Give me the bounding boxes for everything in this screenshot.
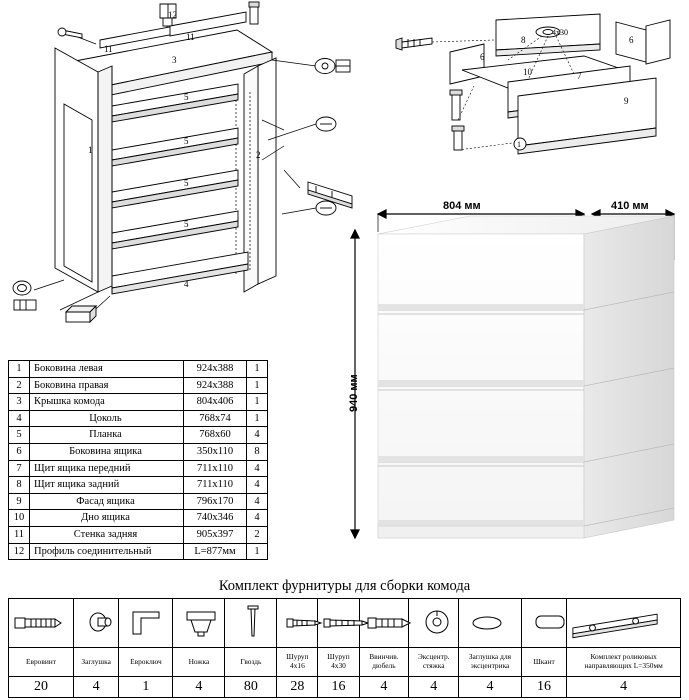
callout-11-left: 11 xyxy=(104,44,113,54)
dowel-pin-icon xyxy=(521,599,566,648)
part-size: 768х60 xyxy=(184,427,247,444)
part-qty: 4 xyxy=(247,427,268,444)
part-index: 1 xyxy=(9,361,30,378)
hardware-qty: 4 xyxy=(567,677,681,698)
callout-12: 12 xyxy=(168,10,177,20)
part-index: 12 xyxy=(9,543,30,560)
hardware-qty: 28 xyxy=(277,677,318,698)
hardware-qty: 20 xyxy=(9,677,74,698)
part-name: Фасад ящика xyxy=(30,493,184,510)
part-index: 5 xyxy=(9,427,30,444)
euro-key-icon xyxy=(119,599,173,648)
part-index: 6 xyxy=(9,443,30,460)
part-index: 9 xyxy=(9,493,30,510)
callout-5-c: 5 xyxy=(184,178,189,188)
part-qty: 4 xyxy=(247,460,268,477)
svg-text:1: 1 xyxy=(517,140,521,149)
part-index: 10 xyxy=(9,510,30,527)
euro-screw-icon xyxy=(9,599,74,648)
hardware-name: Комплект роликовых направляющих L=350мм xyxy=(567,648,681,677)
drawer-callout-6-right: 6 xyxy=(629,35,634,45)
parts-table xyxy=(8,360,268,560)
hardware-qty: 4 xyxy=(359,677,409,698)
hardware-name: Евровинт xyxy=(9,648,74,677)
parts-table-row xyxy=(9,410,268,427)
parts-table-row xyxy=(9,377,268,394)
callout-5-d: 5 xyxy=(184,219,189,229)
parts-table-row xyxy=(9,427,268,444)
part-name: Профиль соединительный xyxy=(30,543,184,560)
part-index: 2 xyxy=(9,377,30,394)
parts-table-row xyxy=(9,361,268,378)
part-size: 924х388 xyxy=(184,377,247,394)
dresser-dimension-drawing xyxy=(330,190,689,560)
screw-long-icon xyxy=(318,599,359,648)
part-size: 740х346 xyxy=(184,510,247,527)
leg-icon xyxy=(173,599,225,648)
callout-3: 3 xyxy=(172,55,177,65)
drawer-callout-8: 8 xyxy=(521,35,526,45)
parts-table-row xyxy=(9,443,268,460)
hardware-qty: 4 xyxy=(459,677,522,698)
nail-icon xyxy=(225,599,277,648)
part-name: Стенка задняя xyxy=(30,526,184,543)
hardware-name: Шкант xyxy=(521,648,566,677)
part-name: Дно ящика xyxy=(30,510,184,527)
hardware-name: Евроключ xyxy=(119,648,173,677)
part-size: 804х406 xyxy=(184,394,247,411)
part-size: 905х397 xyxy=(184,526,247,543)
part-qty: 8 xyxy=(247,443,268,460)
part-size: 924х388 xyxy=(184,361,247,378)
hardware-name: Гвоздь xyxy=(225,648,277,677)
part-qty: 1 xyxy=(247,361,268,378)
callout-11-right: 11 xyxy=(186,32,195,42)
part-name: Боковина ящика xyxy=(30,443,184,460)
hardware-qty: 16 xyxy=(318,677,359,698)
exploded-cabinet-diagram xyxy=(0,0,360,350)
callout-5-a: 5 xyxy=(184,92,189,102)
dim-height-label: 940 мм xyxy=(348,374,360,412)
part-index: 8 xyxy=(9,477,30,494)
callout-1: 1 xyxy=(88,145,93,155)
part-size: 350х110 xyxy=(184,443,247,460)
hardware-qty: 1 xyxy=(119,677,173,698)
cam-lock-icon xyxy=(409,599,459,648)
part-size: 711х110 xyxy=(184,477,247,494)
hardware-name: Заглушка xyxy=(73,648,118,677)
hardware-qty: 16 xyxy=(521,677,566,698)
part-qty: 4 xyxy=(247,510,268,527)
hardware-name: Заглушка для эксцентрика xyxy=(459,648,522,677)
part-name: Планка xyxy=(30,427,184,444)
dim-width-label: 804 мм xyxy=(443,200,481,212)
hardware-name: Шуруп 4х16 xyxy=(277,648,318,677)
part-name: Крышка комода xyxy=(30,394,184,411)
drawer-callout-6-left: 6 xyxy=(480,52,485,62)
hardware-qty: 80 xyxy=(225,677,277,698)
part-size: 711х110 xyxy=(184,460,247,477)
hardware-name: Ввинчив. дюбель xyxy=(359,648,409,677)
callout-5-b: 5 xyxy=(184,136,189,146)
slide-rail-icon xyxy=(567,599,681,648)
screw-small-icon xyxy=(277,599,318,648)
part-name: Щит ящика задний xyxy=(30,477,184,494)
parts-table-row xyxy=(9,526,268,543)
cap-icon xyxy=(73,599,118,648)
callout-2: 2 xyxy=(256,150,261,160)
parts-table-row xyxy=(9,510,268,527)
hardware-qty: 4 xyxy=(173,677,225,698)
hardware-kit-title: Комплект фурнитуры для сборки комода xyxy=(218,578,471,594)
part-qty: 1 xyxy=(247,394,268,411)
part-name: Боковина левая xyxy=(30,361,184,378)
exploded-drawer-diagram xyxy=(388,0,689,160)
part-qty: 4 xyxy=(247,493,268,510)
hardware-qty: 4 xyxy=(73,677,118,698)
drawer-callout-9: 9 xyxy=(624,96,629,106)
hardware-qty: 4 xyxy=(409,677,459,698)
callout-4: 4 xyxy=(184,279,189,289)
part-index: 4 xyxy=(9,410,30,427)
drawer-callout-10: 10 xyxy=(523,67,532,77)
part-index: 11 xyxy=(9,526,30,543)
part-qty: 1 xyxy=(247,377,268,394)
part-size: 796х170 xyxy=(184,493,247,510)
parts-table-row xyxy=(9,477,268,494)
part-name: Цоколь xyxy=(30,410,184,427)
drawer-callout-4x30: 4х30 xyxy=(552,28,568,37)
parts-table-row xyxy=(9,493,268,510)
hardware-name: Эксцентр. стяжка xyxy=(409,648,459,677)
hardware-name: Ножка xyxy=(173,648,225,677)
parts-table-row xyxy=(9,543,268,560)
cam-cap-icon xyxy=(459,599,522,648)
part-qty: 1 xyxy=(247,410,268,427)
drawer-callout-7: 7 xyxy=(577,71,582,81)
hardware-name: Шуруп 4х30 xyxy=(318,648,359,677)
parts-table-row xyxy=(9,394,268,411)
hardware-table xyxy=(8,598,681,698)
part-qty: 2 xyxy=(247,526,268,543)
parts-table-row xyxy=(9,460,268,477)
part-size: 768х74 xyxy=(184,410,247,427)
part-qty: 1 xyxy=(247,543,268,560)
part-qty: 4 xyxy=(247,477,268,494)
dim-depth-label: 410 мм xyxy=(611,200,649,212)
part-index: 7 xyxy=(9,460,30,477)
part-size: L=877мм xyxy=(184,543,247,560)
part-name: Боковина правая xyxy=(30,377,184,394)
part-name: Щит ящика передний xyxy=(30,460,184,477)
part-index: 3 xyxy=(9,394,30,411)
